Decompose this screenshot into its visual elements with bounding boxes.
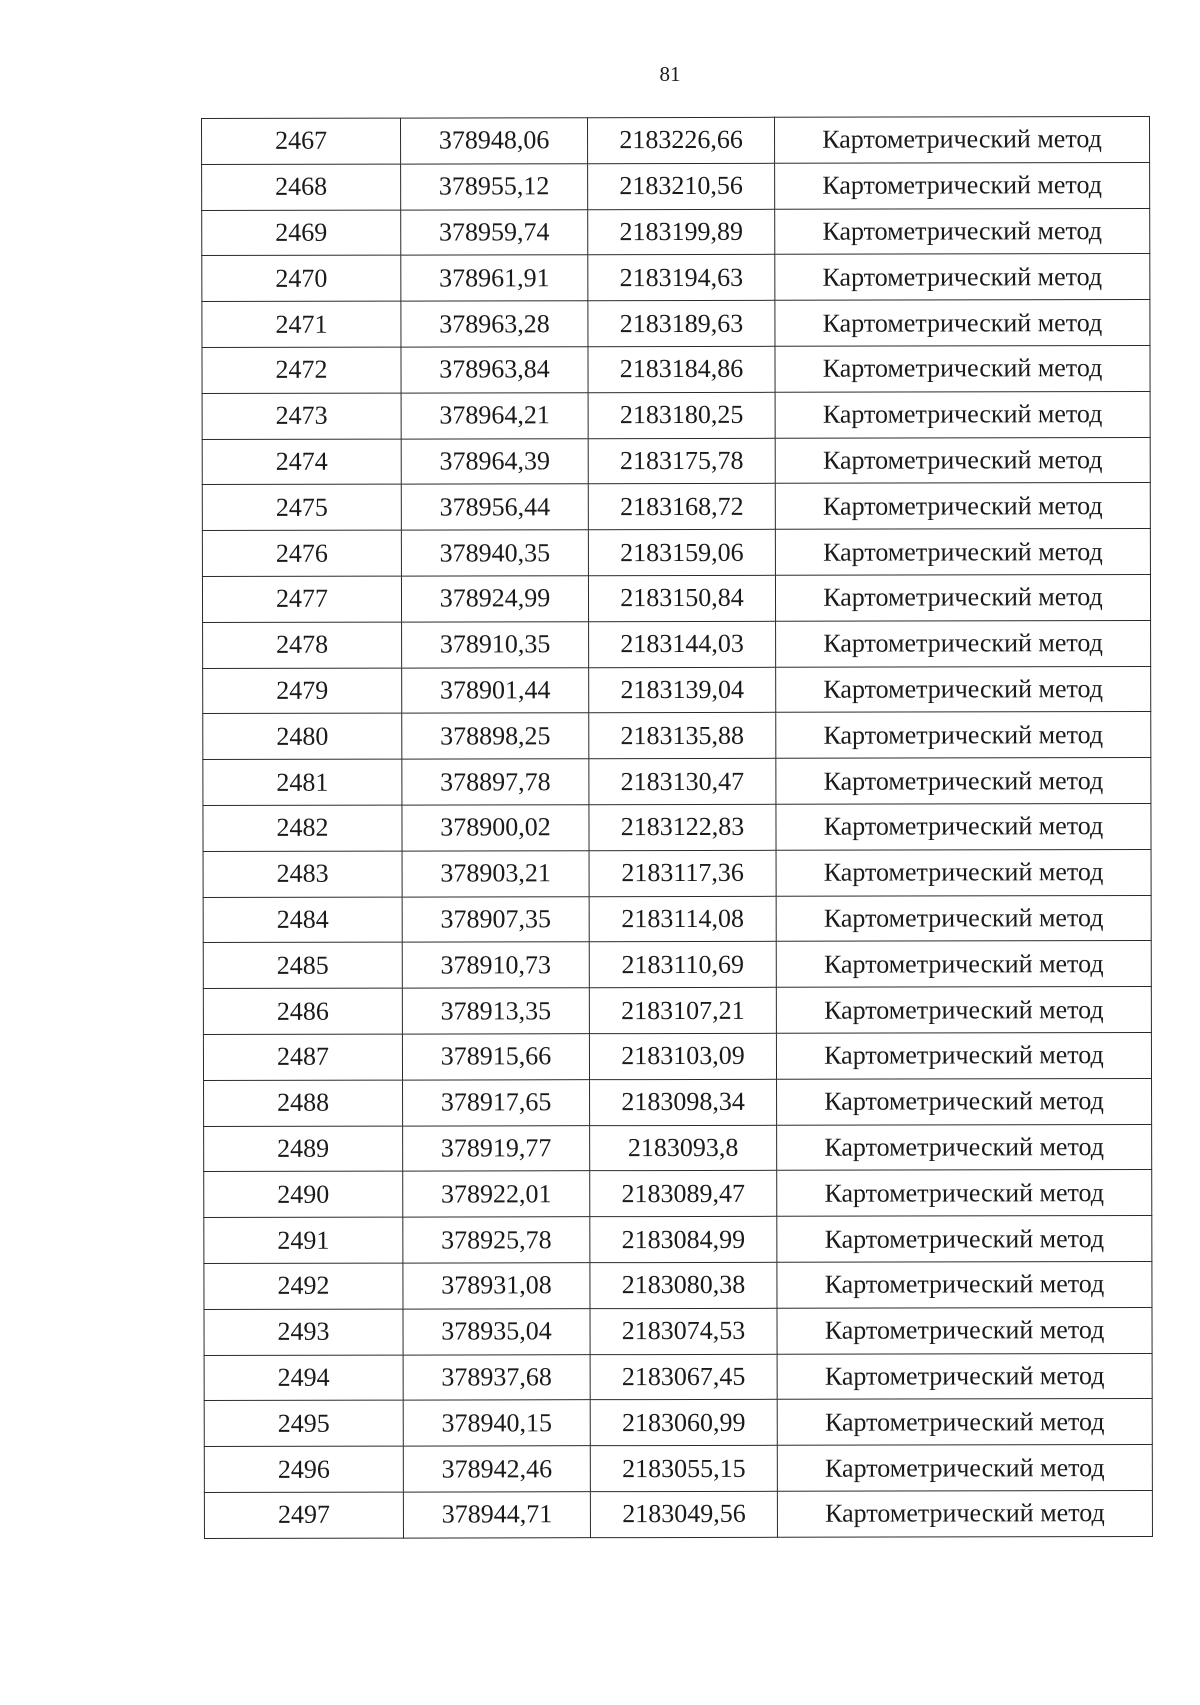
table-row <box>203 941 1151 989</box>
table-row <box>204 1399 1152 1447</box>
point-number-cell: 2470 <box>202 255 401 301</box>
y-coordinate-cell: 2183199,89 <box>588 209 775 255</box>
table-row <box>203 620 1151 668</box>
table-row <box>202 437 1150 485</box>
y-coordinate-cell: 2183180,25 <box>588 392 775 438</box>
method-cell: Картометрический метод <box>775 254 1150 301</box>
method-cell: Картометрический метод <box>774 117 1149 164</box>
method-cell: Картометрический метод <box>775 162 1150 209</box>
x-coordinate-cell: 378964,39 <box>401 438 588 484</box>
y-coordinate-cell: 2183144,03 <box>589 621 776 667</box>
point-number-cell: 2487 <box>203 1034 402 1080</box>
y-coordinate-cell: 2183168,72 <box>588 484 775 530</box>
point-number-cell: 2486 <box>203 988 402 1034</box>
x-coordinate-cell: 378907,35 <box>402 896 589 942</box>
table-row <box>203 758 1151 806</box>
point-number-cell: 2471 <box>202 301 401 347</box>
x-coordinate-cell: 378910,35 <box>402 621 589 667</box>
table-row <box>203 987 1151 1035</box>
point-number-cell: 2477 <box>202 576 401 622</box>
method-cell: Картометрический метод <box>777 1307 1152 1354</box>
point-number-cell: 2493 <box>204 1309 403 1355</box>
table-row <box>204 1261 1152 1309</box>
table-row <box>203 895 1151 943</box>
x-coordinate-cell: 378963,28 <box>401 301 588 347</box>
method-cell: Картометрический метод <box>776 803 1151 850</box>
x-coordinate-cell: 378961,91 <box>401 255 588 301</box>
point-number-cell: 2495 <box>204 1400 403 1446</box>
x-coordinate-cell: 378937,68 <box>403 1354 590 1400</box>
table-row <box>202 345 1150 393</box>
y-coordinate-cell: 2183184,86 <box>588 346 775 392</box>
x-coordinate-cell: 378919,77 <box>403 1125 590 1171</box>
x-coordinate-cell: 378913,35 <box>402 988 589 1034</box>
y-coordinate-cell: 2183049,56 <box>590 1491 777 1537</box>
table-row <box>204 1216 1152 1264</box>
point-number-cell: 2467 <box>202 118 401 164</box>
table-row <box>202 254 1150 302</box>
y-coordinate-cell: 2183189,63 <box>588 300 775 346</box>
point-number-cell: 2483 <box>203 851 402 897</box>
x-coordinate-cell: 378900,02 <box>402 805 589 851</box>
x-coordinate-cell: 378897,78 <box>402 759 589 805</box>
y-coordinate-cell: 2183080,38 <box>590 1262 777 1308</box>
y-coordinate-cell: 2183130,47 <box>589 758 776 804</box>
table-row <box>202 117 1150 165</box>
point-number-cell: 2490 <box>204 1171 403 1217</box>
x-coordinate-cell: 378898,25 <box>402 713 589 759</box>
table-row <box>202 391 1150 439</box>
y-coordinate-cell: 2183159,06 <box>588 529 775 575</box>
point-number-cell: 2496 <box>204 1446 403 1492</box>
y-coordinate-cell: 2183093,8 <box>590 1125 777 1171</box>
x-coordinate-cell: 378944,71 <box>403 1492 590 1538</box>
y-coordinate-cell: 2183210,56 <box>588 163 775 209</box>
y-coordinate-cell: 2183122,83 <box>589 804 776 850</box>
x-coordinate-cell: 378959,74 <box>401 209 588 255</box>
y-coordinate-cell: 2183194,63 <box>588 255 775 301</box>
point-number-cell: 2488 <box>204 1080 403 1126</box>
x-coordinate-cell: 378935,04 <box>403 1308 590 1354</box>
point-number-cell: 2480 <box>203 713 402 759</box>
table-row <box>202 208 1150 256</box>
table-row <box>204 1078 1152 1126</box>
point-number-cell: 2489 <box>204 1126 403 1172</box>
method-cell: Картометрический метод <box>777 1216 1152 1263</box>
coordinates-table <box>201 116 1153 1539</box>
method-cell: Картометрический метод <box>777 1124 1152 1171</box>
method-cell: Картометрический метод <box>775 345 1150 392</box>
method-cell: Картометрический метод <box>776 1032 1151 1079</box>
x-coordinate-cell: 378931,08 <box>403 1263 590 1309</box>
y-coordinate-cell: 2183117,36 <box>589 850 776 896</box>
point-number-cell: 2472 <box>202 347 401 393</box>
method-cell: Картометрический метод <box>777 1399 1152 1446</box>
table-row <box>202 574 1150 622</box>
method-cell: Картометрический метод <box>777 1261 1152 1308</box>
method-cell: Картометрический метод <box>777 1078 1152 1125</box>
x-coordinate-cell: 378940,15 <box>403 1400 590 1446</box>
method-cell: Картометрический метод <box>775 574 1150 621</box>
y-coordinate-cell: 2183089,47 <box>590 1171 777 1217</box>
y-coordinate-cell: 2183103,09 <box>589 1033 776 1079</box>
point-number-cell: 2482 <box>203 805 402 851</box>
point-number-cell: 2485 <box>203 942 402 988</box>
table-row <box>204 1353 1152 1401</box>
method-cell: Картометрический метод <box>777 1445 1152 1492</box>
method-cell: Картометрический метод <box>777 1170 1152 1217</box>
x-coordinate-cell: 378903,21 <box>402 850 589 896</box>
y-coordinate-cell: 2183175,78 <box>588 438 775 484</box>
point-number-cell: 2468 <box>202 164 401 210</box>
point-number-cell: 2474 <box>202 439 401 485</box>
table-row <box>204 1124 1152 1172</box>
point-number-cell: 2475 <box>202 484 401 530</box>
x-coordinate-cell: 378964,21 <box>401 392 588 438</box>
y-coordinate-cell: 2183055,15 <box>590 1445 777 1491</box>
x-coordinate-cell: 378901,44 <box>402 667 589 713</box>
x-coordinate-cell: 378917,65 <box>403 1079 590 1125</box>
point-number-cell: 2484 <box>203 897 402 943</box>
table-row <box>203 803 1151 851</box>
point-number-cell: 2478 <box>203 622 402 668</box>
y-coordinate-cell: 2183114,08 <box>589 896 776 942</box>
x-coordinate-cell: 378922,01 <box>403 1171 590 1217</box>
point-number-cell: 2473 <box>202 393 401 439</box>
y-coordinate-cell: 2183067,45 <box>590 1354 777 1400</box>
method-cell: Картометрический метод <box>775 300 1150 347</box>
x-coordinate-cell: 378948,06 <box>401 118 588 164</box>
table-row <box>202 483 1150 531</box>
x-coordinate-cell: 378925,78 <box>403 1217 590 1263</box>
table-row <box>202 529 1150 577</box>
y-coordinate-cell: 2183098,34 <box>590 1079 777 1125</box>
method-cell: Картометрический метод <box>776 758 1151 805</box>
table-row <box>203 1032 1151 1080</box>
x-coordinate-cell: 378942,46 <box>403 1446 590 1492</box>
table-row <box>202 162 1150 210</box>
y-coordinate-cell: 2183110,69 <box>589 942 776 988</box>
point-number-cell: 2492 <box>204 1263 403 1309</box>
method-cell: Картометрический метод <box>776 712 1151 759</box>
method-cell: Картометрический метод <box>776 987 1151 1034</box>
method-cell: Картометрический метод <box>776 941 1151 988</box>
y-coordinate-cell: 2183074,53 <box>590 1308 777 1354</box>
table-row <box>204 1490 1152 1538</box>
x-coordinate-cell: 378910,73 <box>402 942 589 988</box>
method-cell: Картометрический метод <box>775 391 1150 438</box>
method-cell: Картометрический метод <box>775 437 1150 484</box>
x-coordinate-cell: 378963,84 <box>401 347 588 393</box>
method-cell: Картометрический метод <box>775 208 1150 255</box>
point-number-cell: 2479 <box>203 668 402 714</box>
x-coordinate-cell: 378915,66 <box>402 1034 589 1080</box>
page-number: 81 <box>659 62 681 86</box>
method-cell: Картометрический метод <box>775 483 1150 530</box>
point-number-cell: 2497 <box>204 1492 403 1538</box>
x-coordinate-cell: 378956,44 <box>401 484 588 530</box>
point-number-cell: 2476 <box>202 530 401 576</box>
point-number-cell: 2494 <box>204 1355 403 1401</box>
y-coordinate-cell: 2183226,66 <box>588 117 775 163</box>
method-cell: Картометрический метод <box>776 620 1151 667</box>
table-row <box>204 1307 1152 1355</box>
table-row <box>202 300 1150 348</box>
method-cell: Картометрический метод <box>776 666 1151 713</box>
table-row <box>204 1445 1152 1493</box>
method-cell: Картометрический метод <box>777 1353 1152 1400</box>
x-coordinate-cell: 378940,35 <box>401 530 588 576</box>
point-number-cell: 2469 <box>202 210 401 256</box>
table-body <box>202 117 1153 1539</box>
x-coordinate-cell: 378924,99 <box>401 576 588 622</box>
table-row <box>204 1170 1152 1218</box>
point-number-cell: 2481 <box>203 759 402 805</box>
y-coordinate-cell: 2183135,88 <box>589 713 776 759</box>
y-coordinate-cell: 2183084,99 <box>590 1216 777 1262</box>
table-row <box>203 849 1151 897</box>
y-coordinate-cell: 2183150,84 <box>588 575 775 621</box>
point-number-cell: 2491 <box>204 1217 403 1263</box>
table-row <box>203 666 1151 714</box>
y-coordinate-cell: 2183139,04 <box>589 667 776 713</box>
y-coordinate-cell: 2183107,21 <box>589 987 776 1033</box>
method-cell: Картометрический метод <box>776 895 1151 942</box>
method-cell: Картометрический метод <box>777 1490 1152 1537</box>
method-cell: Картометрический метод <box>776 849 1151 896</box>
y-coordinate-cell: 2183060,99 <box>590 1400 777 1446</box>
method-cell: Картометрический метод <box>775 529 1150 576</box>
table-row <box>203 712 1151 760</box>
x-coordinate-cell: 378955,12 <box>401 163 588 209</box>
